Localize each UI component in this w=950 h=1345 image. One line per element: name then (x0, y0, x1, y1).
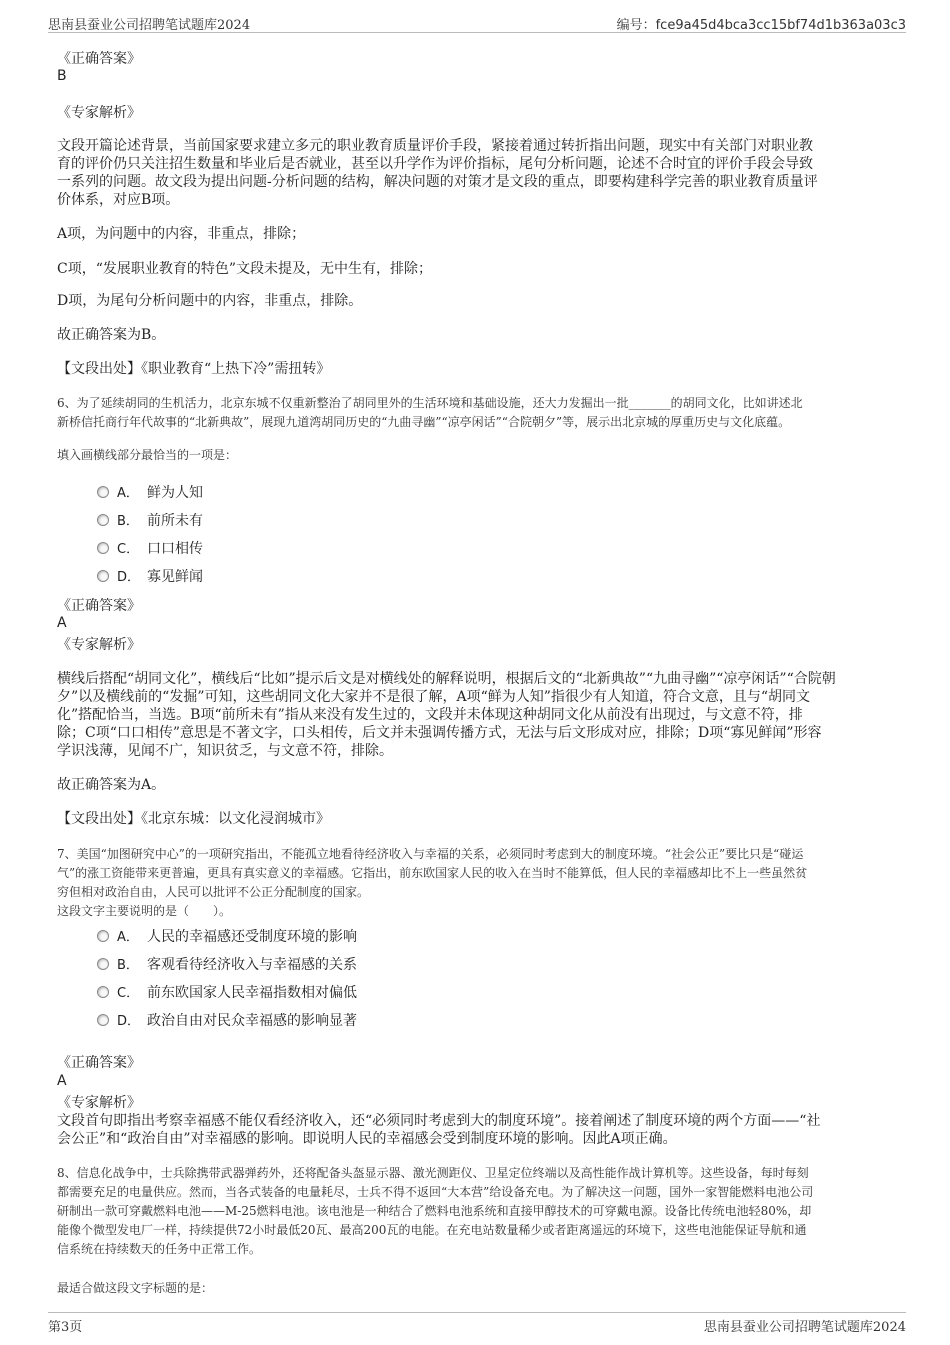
q5-note-c: C项，“发展职业教育的特色”文段未提及，无中生有，排除； (57, 261, 433, 277)
page-footer (48, 1312, 906, 1335)
q6-stem-line: 新桥信托商行年代故事的“北新典故”，展现九道湾胡同历史的“九曲寻幽”“凉亭闲话”“合院朝夕”等，展示出北京城的厚重历史与文化底蕴。 (57, 415, 791, 429)
option-text: 政治自由对民众幸福感的影响显著 (147, 1013, 357, 1029)
q8-prompt: 最适合做这段文字标题的是： (57, 1281, 214, 1295)
radio-icon[interactable] (97, 930, 109, 942)
q7-analysis-line: 文段首句即指出考察幸福感不能仅看经济收入，还“必须同时考虑到大的制度环境”。接着阐述了制度环境的两个方面——“社 (57, 1113, 821, 1129)
q5-conclusion: 故正确答案为B。 (57, 327, 166, 343)
q5-analysis-line: 一系列的问题。故文段为提出问题-分析问题的结构，解决问题的对策才是文段的重点，即要构建科学完善的职业教育质量评 (57, 174, 818, 190)
header-title: 思南县蚕业公司招聘笔试题库2024 (48, 18, 251, 33)
q5-analysis-line: 文段开篇论述背景，当前国家要求建立多元的职业教育质量评价手段，紧接着通过转折指出问题，现实中有关部门对职业教 (57, 138, 813, 154)
radio-icon[interactable] (97, 1014, 109, 1026)
q7-stem-line: 气”的涨工资能带来更普遍，更具有真实意义的幸福感。它指出，前东欧国家人民的收入在当时不能算低，但人民的幸福感却比不上一些虽然贫 (57, 866, 808, 880)
q6-source: 【文段出处】《北京东城：以文化浸润城市》 (57, 811, 330, 827)
q7-option-d[interactable] (97, 1012, 357, 1031)
radio-icon[interactable] (97, 570, 109, 582)
option-text: 口口相传 (147, 541, 203, 557)
radio-icon[interactable] (97, 958, 109, 970)
q5-analysis-label: 《专家解析》 (57, 105, 141, 121)
radio-icon[interactable] (97, 514, 109, 526)
radio-icon[interactable] (97, 986, 109, 998)
q6-prompt: 填入画横线部分最恰当的一项是： (57, 448, 238, 462)
option-label: D． (117, 1014, 141, 1029)
option-text: 人民的幸福感还受制度环境的影响 (147, 929, 357, 945)
q7-stem-line: 穷但相对政治自由，人民可以批评不公正分配制度的国家。 (57, 885, 370, 899)
q6-analysis-line: 学识浅薄，见闻不广，知识贫乏，与文意不符，排除。 (57, 743, 393, 759)
option-text: 前所未有 (147, 513, 203, 529)
q6-stem (57, 394, 892, 432)
q6-option-c[interactable] (97, 540, 203, 559)
q5-analysis-line: 价体系，对应B项。 (57, 192, 180, 208)
q5-answer-label: 《正确答案》 (57, 51, 141, 67)
option-label: A． (117, 930, 139, 945)
page-header (48, 14, 906, 33)
q8-stem-line: 信系统在持续数天的任务中正常工作。 (57, 1242, 262, 1256)
option-text: 客观看待经济收入与幸福感的关系 (147, 957, 357, 973)
q5-note-a: A项，为问题中的内容，非重点，排除； (57, 226, 306, 242)
q7-analysis (57, 1112, 892, 1148)
q5-note-d: D项，为尾句分析问题中的内容，非重点，排除。 (57, 293, 363, 309)
q7-answer-label: 《正确答案》 (57, 1055, 141, 1071)
q6-analysis-label: 《专家解析》 (57, 637, 141, 653)
q6-analysis-line: 化”搭配恰当，当选。B项“前所未有”指从来没有发生过的，文段并未体现这种胡同文化从前没有出现过，与文意不符，排 (57, 707, 803, 723)
q6-conclusion: 故正确答案为A。 (57, 777, 166, 793)
q7-stem-line: 7、美国“加图研究中心”的一项研究指出，不能孤立地看待经济收入与幸福的关系，必须同时考虑到大的制度环境。“社会公正”要比只是“碰运 (57, 847, 804, 861)
option-label: B． (117, 514, 139, 529)
q6-answer-label: 《正确答案》 (57, 598, 141, 614)
q8-stem-line: 能像个微型发电厂一样，持续提供72小时最低20瓦、最高200瓦的电能。在充电站数量稀少或者距离遥远的环境下，这些电池能保证导航和通 (57, 1223, 807, 1237)
footer-title: 思南县蚕业公司招聘笔试题库2024 (703, 1320, 906, 1335)
option-text: 前东欧国家人民幸福指数相对偏低 (147, 985, 357, 1001)
q8-stem (57, 1164, 892, 1259)
q6-analysis-line: 夕”以及横线前的“发掘”可知，这些胡同文化大家并不是很了解，A项“鲜为人知”指很少有人知道，符合文意，且与“胡同文 (57, 689, 811, 705)
q8-stem-line: 都需要充足的电量供应。然而，当各式装备的电量耗尽，士兵不得不返回“大本营”给设备充电。为了解决这一问题，国外一家智能燃料电池公司 (57, 1185, 814, 1199)
q6-stem-line: 6、为了延续胡同的生机活力，北京东城不仅重新整治了胡同里外的生活环境和基础设施，还大力发掘出一批_______的胡同文化，比如讲述北 (57, 396, 803, 410)
q7-analysis-label: 《专家解析》 (57, 1095, 141, 1111)
q7-prompt: 这段文字主要说明的是（ ）。 (57, 904, 232, 918)
radio-icon[interactable] (97, 486, 109, 498)
page-number: 第3页 (48, 1320, 83, 1335)
header-doc-id: 编号：fce9a45d4bca3cc15bf74d1b363a03c3 (616, 18, 906, 33)
q6-option-d[interactable] (97, 568, 203, 587)
q7-analysis-line: 会公正”和“政治自由”对幸福感的影响。即说明人民的幸福感会受到制度环境的影响。因此A项正确。 (57, 1131, 677, 1147)
option-text: 鲜为人知 (147, 485, 203, 501)
q7-stem (57, 845, 892, 921)
q7-option-b[interactable] (97, 956, 357, 975)
q7-answer: A (57, 1073, 67, 1089)
q6-option-b[interactable] (97, 512, 203, 531)
option-label: C． (117, 986, 140, 1001)
q6-option-a[interactable] (97, 484, 203, 503)
radio-icon[interactable] (97, 542, 109, 554)
option-label: D． (117, 570, 141, 585)
option-label: A． (117, 486, 139, 501)
q6-answer: A (57, 615, 67, 631)
q5-analysis-line: 育的评价仍只关注招生数量和毕业后是否就业，甚至以升学作为评价指标，尾句分析问题，论述不合时宜的评价手段会导致 (57, 156, 813, 172)
q5-answer: B (57, 68, 67, 84)
option-label: B． (117, 958, 139, 973)
q7-option-c[interactable] (97, 984, 357, 1003)
q6-analysis-line: 横线后搭配“胡同文化”，横线后“比如”提示后文是对横线处的解释说明，根据后文的“北新典故”“九曲寻幽”“凉亭闲话”“合院朝 (57, 671, 836, 687)
q6-analysis (57, 670, 892, 760)
q8-stem-line: 8、信息化战争中，士兵除携带武器弹药外，还将配备头盔显示器、激光测距仪、卫星定位终端以及高性能作战计算机等。这些设备，每时每刻 (57, 1166, 809, 1180)
option-label: C． (117, 542, 140, 557)
q5-source: 【文段出处】《职业教育“上热下冷”需扭转》 (57, 361, 331, 377)
q8-stem-line: 研制出一款可穿戴燃料电池——M-25燃料电池。该电池是一种结合了燃料电池系统和直接甲醇技术的可穿戴电源。设备比传统电池轻80%，却 (57, 1204, 812, 1218)
option-text: 寡见鲜闻 (147, 569, 203, 585)
q7-option-a[interactable] (97, 928, 357, 947)
q5-analysis (57, 137, 892, 209)
q6-analysis-line: 除；C项“口口相传”意思是不著文字，口头相传，后文并未强调传播方式，无法与后文形成对应，排除；D项“寡见鲜闻”形容 (57, 725, 822, 741)
